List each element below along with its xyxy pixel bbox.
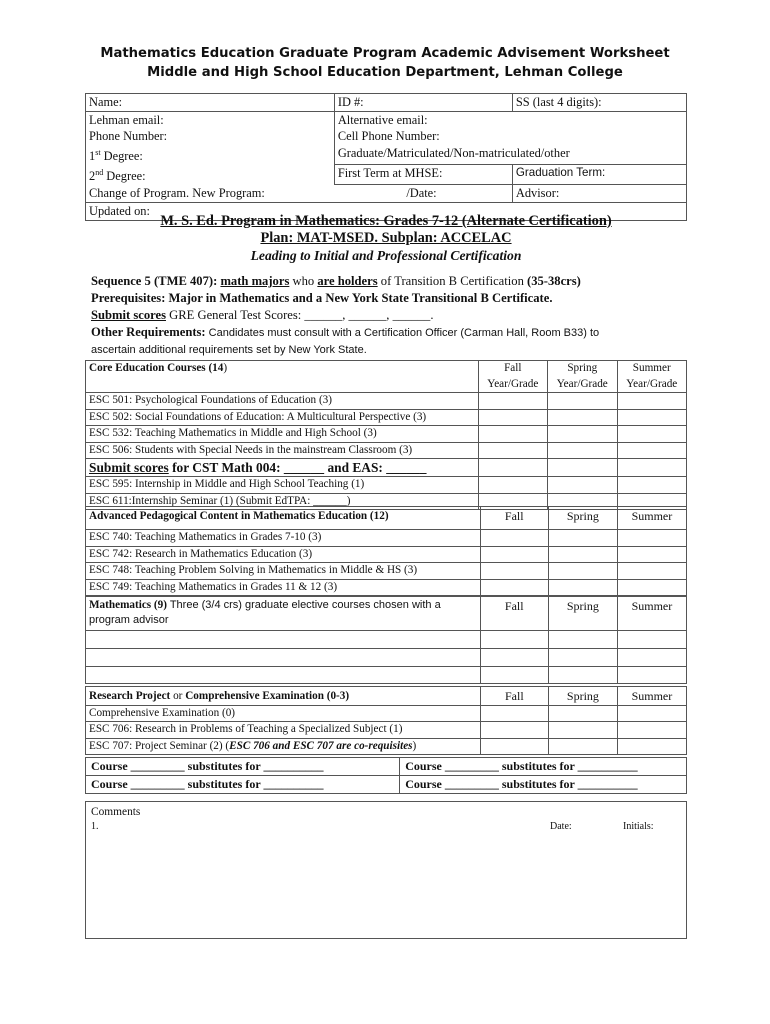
grade-cell[interactable] [548, 649, 617, 667]
mathematics-electives-table [85, 596, 687, 684]
title-line-1: Mathematics Education Graduate Program Academic Advisement Worksheet [100, 46, 670, 61]
second-degree-field[interactable]: 2nd Degree: [86, 165, 335, 185]
grade-cell[interactable] [617, 409, 687, 426]
course-esc-595: ESC 595: Internship in Middle and High School Teaching (1) [86, 477, 479, 494]
program-name: M. S. Ed. Program in Mathematics: Grades 7-12 (Alternate Certification) [160, 213, 612, 229]
first-degree-field[interactable]: 1st Degree: [86, 145, 335, 165]
program-certification: Leading to Initial and Professional Certification [250, 248, 522, 263]
math-spring-header: Spring [548, 597, 617, 631]
grade-cell[interactable] [548, 477, 617, 494]
grade-cell[interactable] [617, 631, 686, 649]
mathematics-title: Mathematics (9) Three (3/4 crs) graduate elective courses chosen with a program advisor [86, 597, 481, 631]
course-esc-706: ESC 706: Research in Problems of Teaching a Specialized Subject (1) [86, 722, 481, 739]
grade-cell[interactable] [478, 442, 547, 459]
table-row [86, 459, 687, 477]
advanced-courses-table [85, 506, 687, 596]
course-esc-501: ESC 501: Psychological Foundations of Education (3) [86, 393, 479, 410]
alt-email-field[interactable]: Alternative email: [337, 112, 428, 127]
substitution-field[interactable]: Course _________ substitutes for __________ [86, 758, 400, 776]
grade-cell[interactable] [617, 546, 686, 563]
grade-cell[interactable] [480, 738, 548, 755]
grade-cell[interactable] [478, 426, 547, 443]
course-esc-502: ESC 502: Social Foundations of Education: A Multicultural Perspective (3) [86, 409, 479, 426]
worksheet-title [0, 44, 770, 82]
grade-cell[interactable] [548, 631, 617, 649]
first-term-field[interactable]: First Term at MHSE: [334, 165, 512, 185]
grade-cell[interactable] [617, 459, 687, 477]
research-fall-header: Fall [480, 687, 548, 706]
advanced-title: Advanced Pedagogical Content in Mathematics Education (12) [86, 507, 481, 530]
math-fall-header: Fall [480, 597, 548, 631]
advanced-spring-header: Spring [548, 507, 617, 530]
updated-field[interactable]: Updated on: [89, 203, 150, 218]
elective-slot[interactable] [86, 631, 481, 649]
course-esc-707: ESC 707: Project Seminar (2) (ESC 706 and ESC 707 are co-requisites) [86, 738, 481, 755]
grade-cell[interactable] [617, 649, 686, 667]
grade-cell[interactable] [549, 722, 618, 739]
phone-field[interactable]: Phone Number: [86, 128, 335, 145]
grade-cell[interactable] [617, 722, 686, 739]
table-row [86, 442, 687, 459]
other-requirements-line: Other Requirements: Candidates must consult with a Certification Officer (Carman Hall, Room B33) to [91, 325, 600, 339]
grade-cell[interactable] [548, 563, 617, 580]
table-row [86, 722, 687, 739]
sequence-line: Sequence 5 (TME 407): math majors who are holders of Transition B Certification (35-38crs) [91, 274, 581, 288]
grade-cell[interactable] [548, 459, 617, 477]
grade-cell[interactable] [480, 563, 548, 580]
table-row [86, 579, 687, 596]
advanced-summer-header: Summer [617, 507, 686, 530]
lehman-email-field[interactable]: Lehman email: [86, 111, 335, 128]
table-row [86, 477, 687, 494]
elective-slot[interactable] [86, 667, 481, 684]
table-row [86, 667, 687, 684]
sequence-requirements [91, 273, 691, 359]
course-esc-742: ESC 742: Research in Mathematics Education (3) [86, 546, 481, 563]
id-field[interactable]: ID #: [334, 94, 512, 112]
date-field[interactable]: /Date: [334, 185, 512, 203]
grade-cell[interactable] [617, 393, 687, 410]
research-title: Research Project or Comprehensive Examination (0-3) [86, 687, 481, 706]
comments-label: Comments [91, 806, 141, 818]
grade-cell[interactable] [617, 442, 687, 459]
comment-number: 1. [91, 821, 99, 832]
change-program-field[interactable]: Change of Program. New Program: [86, 185, 335, 203]
grade-cell[interactable] [548, 442, 617, 459]
table-row [86, 649, 687, 667]
grade-cell[interactable] [478, 393, 547, 410]
table-row [86, 409, 687, 426]
cell-field[interactable]: Cell Phone Number: [337, 129, 440, 144]
grade-cell[interactable] [548, 530, 617, 547]
program-heading [85, 213, 687, 264]
core-summer-header: Summer Year/Grade [617, 361, 687, 393]
ss-field[interactable]: SS (last 4 digits): [512, 94, 686, 112]
grade-cell[interactable] [617, 477, 687, 494]
grade-cell[interactable] [617, 705, 686, 722]
math-summer-header: Summer [617, 597, 686, 631]
title-line-2: Middle and High School Education Department, Lehman College [147, 65, 623, 80]
comment-date-label: Date: [550, 821, 572, 832]
elective-slot[interactable] [86, 649, 481, 667]
table-row [86, 546, 687, 563]
grade-cell[interactable] [617, 426, 687, 443]
grade-cell[interactable] [548, 409, 617, 426]
name-field[interactable]: Name: [86, 94, 335, 112]
status-field[interactable]: Graduate/Matriculated/Non-matriculated/other [334, 145, 686, 165]
prerequisites-line: Prerequisites: Major in Mathematics and a New York State Transitional B Certificate. [91, 291, 553, 305]
grade-cell[interactable] [548, 546, 617, 563]
advanced-fall-header: Fall [480, 507, 548, 530]
graduation-term-field[interactable]: Graduation Term: [512, 165, 686, 185]
grade-cell[interactable] [549, 738, 618, 755]
table-row [86, 631, 687, 649]
grade-cell[interactable] [548, 667, 617, 684]
student-info-table [85, 93, 687, 221]
substitution-field[interactable]: Course _________ substitutes for __________ [405, 777, 638, 791]
core-fall-header: Fall Year/Grade [478, 361, 547, 393]
grade-cell[interactable] [478, 477, 547, 494]
grade-cell[interactable] [617, 579, 686, 596]
grade-cell[interactable] [549, 705, 618, 722]
grade-cell[interactable] [480, 667, 548, 684]
comment-initials-label: Initials: [623, 821, 654, 832]
research-summer-header: Summer [617, 687, 686, 706]
substitutions-table [85, 757, 687, 794]
grade-cell[interactable] [548, 579, 617, 596]
table-row [86, 393, 687, 410]
program-plan: Plan: MAT-MSED. Subplan: ACCELAC [260, 230, 512, 246]
course-esc-740: ESC 740: Teaching Mathematics in Grades 7-10 (3) [86, 530, 481, 547]
substitution-field[interactable]: Course _________ substitutes for __________ [86, 776, 400, 794]
table-row [86, 530, 687, 547]
grade-cell[interactable] [478, 459, 547, 477]
grade-cell[interactable] [480, 530, 548, 547]
grade-cell[interactable] [480, 579, 548, 596]
grade-cell[interactable] [617, 738, 686, 755]
research-spring-header: Spring [549, 687, 618, 706]
course-esc-506: ESC 506: Students with Special Needs in the mainstream Classroom (3) [86, 442, 479, 459]
core-courses-table [85, 360, 687, 510]
other-requirements-line-2: ascertain additional requirements set by New York State. [91, 344, 367, 356]
core-spring-header: Spring Year/Grade [548, 361, 617, 393]
grade-cell[interactable] [480, 546, 548, 563]
grade-cell[interactable] [480, 649, 548, 667]
comprehensive-exam: Comprehensive Examination (0) [86, 705, 481, 722]
grade-cell[interactable] [617, 667, 686, 684]
grade-cell[interactable] [480, 722, 548, 739]
course-esc-748: ESC 748: Teaching Problem Solving in Mathematics in Middle & HS (3) [86, 563, 481, 580]
research-project-table [85, 686, 687, 755]
grade-cell[interactable] [548, 393, 617, 410]
cst-scores-line: Submit scores for CST Math 004: ______ and EAS: ______ [86, 459, 479, 477]
table-row [86, 426, 687, 443]
grade-cell[interactable] [617, 563, 686, 580]
course-esc-532: ESC 532: Teaching Mathematics in Middle and High School (3) [86, 426, 479, 443]
grade-cell[interactable] [548, 426, 617, 443]
table-row [86, 738, 687, 755]
table-row [86, 563, 687, 580]
grade-cell[interactable] [617, 530, 686, 547]
course-esc-749: ESC 749: Teaching Mathematics in Grades 11 & 12 (3) [86, 579, 481, 596]
course-esc-611: ESC 611:Internship Seminar (1) (Submit EdTPA: ______) [86, 493, 479, 510]
core-title: Core Education Courses (14) [86, 361, 479, 393]
comments-box[interactable] [85, 801, 687, 939]
table-row [86, 705, 687, 722]
grade-cell[interactable] [480, 705, 548, 722]
substitution-field[interactable]: Course _________ substitutes for __________ [400, 758, 687, 776]
advisor-field[interactable]: Advisor: [512, 185, 686, 203]
gre-scores-line: Submit scores GRE General Test Scores: ______, ______, ______. [91, 308, 434, 322]
grade-cell[interactable] [478, 409, 547, 426]
grade-cell[interactable] [480, 631, 548, 649]
